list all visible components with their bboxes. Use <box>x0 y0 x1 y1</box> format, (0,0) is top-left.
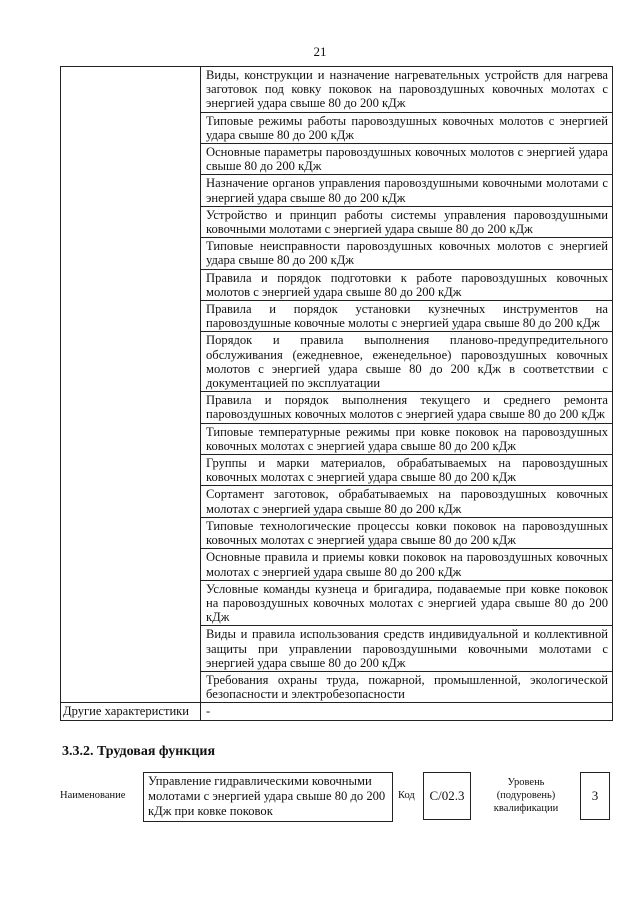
knowledge-item: Типовые неисправности паровоздушных ковочных молотов с энергией удара свыше 80 до 200 кДж <box>201 238 613 269</box>
table-row-other <box>61 703 613 720</box>
other-characteristics-value: - <box>201 703 613 720</box>
knowledge-item: Виды и правила использования средств индивидуальной и коллективной защиты при управлении паровоздушными ковочными молотами с энергией удара свыше 80 до 200 кДж <box>201 626 613 672</box>
knowledge-item: Условные команды кузнеца и бригадира, подаваемые при ковке поковок на паровоздушных ковочных молотах с энергией удара свыше 80 до 200 кДж <box>201 580 613 626</box>
knowledge-item: Правила и порядок подготовки к работе паровоздушных ковочных молотов с энергией удара свыше 80 до 200 кДж <box>201 269 613 300</box>
section-title: 3.3.2. Трудовая функция <box>62 744 216 759</box>
labor-function-header <box>0 772 640 832</box>
knowledge-item: Порядок и правила выполнения планово-предупредительного обслуживания (ежедневное, еженедельное) паровоздушных ковочных молотов с энергией удара свыше 80 до 200 кДж в соответствии с документацией по эксплуатации <box>201 332 613 392</box>
knowledge-item: Типовые режимы работы паровоздушных ковочных молотов с энергией удара свыше 80 до 200 кДж <box>201 112 613 143</box>
knowledge-item: Основные параметры паровоздушных ковочных молотов с энергией удара свыше 80 до 200 кДж <box>201 144 613 175</box>
knowledge-item: Правила и порядок выполнения текущего и среднего ремонта паровоздушных ковочных молотов с энергией удара свыше 80 до 200 кДж <box>201 392 613 423</box>
knowledge-item: Требования охраны труда, пожарной, промышленной, экологической безопасности и электробезопасности <box>201 671 613 702</box>
knowledge-item: Основные правила и приемы ковки поковок на паровоздушных ковочных молотах с энергией удара свыше 80 до 200 кДж <box>201 549 613 580</box>
knowledge-item: Устройство и принцип работы системы управления паровоздушными ковочными молотами с энергией удара свыше 80 до 200 кДж <box>201 206 613 237</box>
knowledge-item: Типовые технологические процессы ковки поковок на паровоздушных ковочных молотах с энергией удара свыше 80 до 200 кДж <box>201 517 613 548</box>
table-row <box>61 67 613 113</box>
function-name-value: Управление гидравлическими ковочными молотами с энергией удара свыше 80 до 200 кДж при ковке поковок <box>143 772 393 822</box>
level-value: 3 <box>580 772 610 820</box>
knowledge-item: Сортамент заготовок, обрабатываемых на паровоздушных ковочных молотах с энергией удара свыше 80 до 200 кДж <box>201 486 613 517</box>
knowledge-item: Виды, конструкции и назначение нагревательных устройств для нагрева заготовок под ковку поковок на паровоздушных ковочных молотах с энергией удара свыше 80 до 200 кДж <box>201 67 613 113</box>
knowledge-item: Группы и марки материалов, обрабатываемых на паровоздушных ковочных молотах с энергией удара свыше 80 до 200 кДж <box>201 455 613 486</box>
name-label: Наименование <box>60 790 126 801</box>
knowledge-item: Типовые температурные режимы при ковке поковок на паровоздушных ковочных молотах с энергией удара свыше 80 до 200 кДж <box>201 423 613 454</box>
knowledge-table <box>60 66 613 721</box>
code-label: Код <box>398 790 415 801</box>
knowledge-item: Правила и порядок установки кузнечных инструментов на паровоздушные ковочные молоты с энергией удара свыше 80 до 200 кДж <box>201 301 613 332</box>
other-characteristics-label: Другие характеристики <box>61 703 201 720</box>
row-label-empty <box>61 67 201 703</box>
level-label: Уровень (подуровень) квалификации <box>493 777 559 814</box>
function-code-value: C/02.3 <box>423 772 471 820</box>
page-number: 21 <box>313 44 327 59</box>
knowledge-item: Назначение органов управления паровоздушными ковочными молотами с энергией удара свыше 80 до 200 кДж <box>201 175 613 206</box>
